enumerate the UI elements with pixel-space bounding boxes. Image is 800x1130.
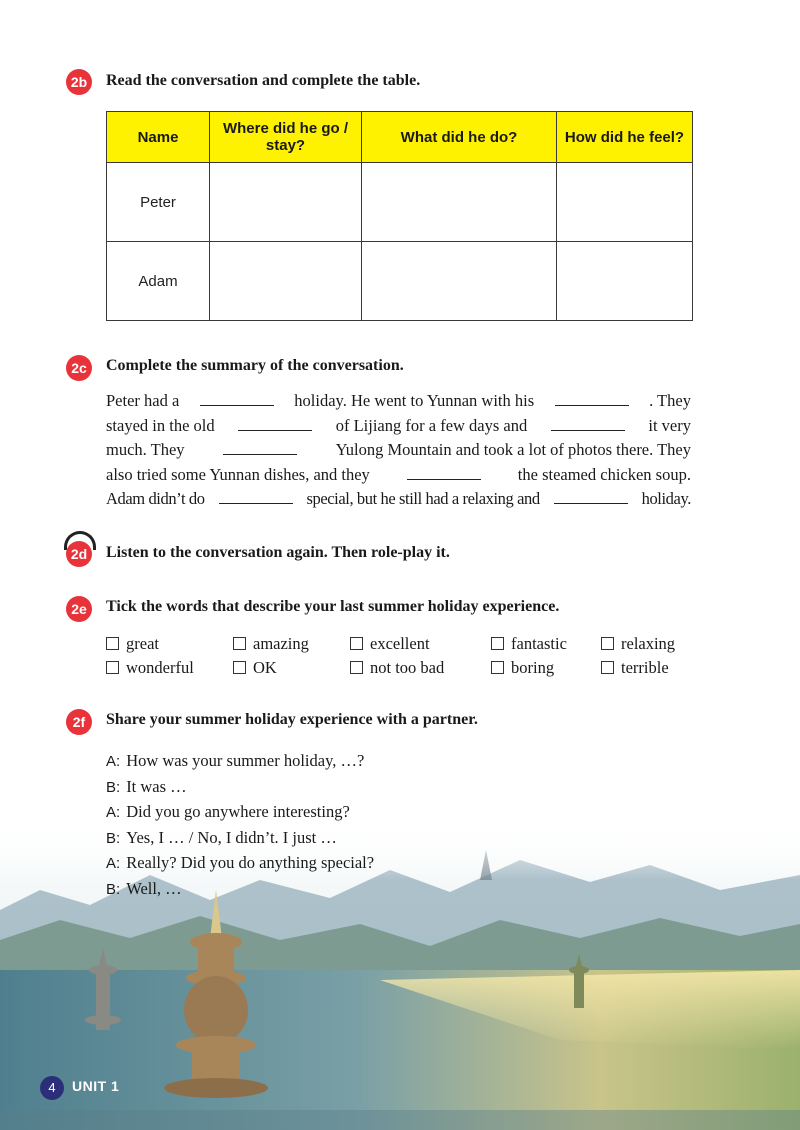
fill-blank[interactable] <box>551 414 625 431</box>
name-cell: Adam <box>107 242 210 321</box>
answer-cell[interactable] <box>362 163 557 242</box>
dialog-text: Really? Did you do anything special? <box>126 853 375 872</box>
checkbox[interactable] <box>106 661 119 674</box>
fill-blank[interactable] <box>555 389 629 406</box>
section-badge-2b: 2b <box>66 69 92 95</box>
unit-label: UNIT 1 <box>72 1078 120 1094</box>
fill-blank[interactable] <box>223 438 297 455</box>
speaker-label: B: <box>106 880 121 898</box>
summary-line <box>106 463 691 488</box>
header-where-text: Where did he go / stay? <box>222 120 348 154</box>
answer-cell[interactable] <box>210 242 362 321</box>
answer-cell[interactable] <box>210 163 362 242</box>
speaker-label: B: <box>106 829 121 847</box>
checkbox[interactable] <box>106 637 119 650</box>
summary-text: of Lijiang for a few days and <box>335 415 528 435</box>
summary-line <box>106 414 691 439</box>
word-label: amazing <box>253 634 309 653</box>
section-badge-2f: 2f <box>66 709 92 735</box>
summary-text: the steamed chicken soup. <box>517 464 691 484</box>
fill-blank[interactable] <box>200 389 274 406</box>
speaker-label: A: <box>106 855 121 872</box>
word-label: fantastic <box>511 634 567 653</box>
section-2c-title: Complete the summary of the conversation. <box>106 357 404 374</box>
summary-text: also tried some Yunnan dishes, and they <box>106 464 370 484</box>
section-2d-title: Listen to the conversation again. Then role-play it. <box>106 544 450 561</box>
word-option[interactable] <box>491 658 554 678</box>
section-2e-title: Tick the words that describe your last summer holiday experience. <box>106 598 560 615</box>
dialog-line <box>106 775 374 801</box>
checkbox[interactable] <box>601 637 614 650</box>
dialog-line <box>106 877 374 903</box>
word-option[interactable] <box>491 634 567 654</box>
word-option[interactable] <box>601 658 669 678</box>
speaker-label: B: <box>106 778 121 796</box>
header-feel: How did he feel? <box>557 112 693 163</box>
header-what: What did he do? <box>362 112 557 163</box>
name-cell: Peter <box>107 163 210 242</box>
summary-text: . They <box>649 391 691 410</box>
dialog-text: It was … <box>126 776 187 796</box>
table-header-row <box>107 112 693 163</box>
word-option[interactable] <box>233 658 277 678</box>
word-option[interactable] <box>106 658 194 678</box>
summary-text: holiday. He went to Yunnan with his <box>294 391 535 410</box>
word-option[interactable] <box>601 634 675 654</box>
dialog-text: Did you go anywhere interesting? <box>126 802 350 821</box>
summary-text: Peter had a <box>106 391 180 410</box>
summary-text: much. They <box>106 440 185 459</box>
fill-blank[interactable] <box>554 487 628 504</box>
section-badge-2e: 2e <box>66 596 92 622</box>
summary-text: Yulong Mountain and took a lot of photos there. They <box>335 440 691 459</box>
word-option[interactable] <box>350 634 430 654</box>
header-name: Name <box>107 112 210 163</box>
dialog-line <box>106 800 374 826</box>
header-where <box>210 112 362 163</box>
summary-text: special, but he still had a relaxing and <box>306 489 540 508</box>
dialog-text: Well, … <box>126 878 182 898</box>
summary-text: it very <box>648 415 691 435</box>
word-label: great <box>126 634 159 653</box>
answer-cell[interactable] <box>362 242 557 321</box>
dialog-line <box>106 749 374 775</box>
page-number: 4 <box>40 1076 64 1100</box>
word-label: boring <box>511 658 555 677</box>
checkbox[interactable] <box>491 661 504 674</box>
checkbox[interactable] <box>601 661 614 674</box>
word-option[interactable] <box>350 658 444 678</box>
summary-line <box>106 438 691 463</box>
dialog-text: How was your summer holiday, …? <box>126 751 365 770</box>
checkbox[interactable] <box>233 661 246 674</box>
fill-blank[interactable] <box>407 463 481 480</box>
word-label: excellent <box>370 634 430 653</box>
word-label: not too bad <box>370 658 445 677</box>
checkbox[interactable] <box>350 637 363 650</box>
fill-blank[interactable] <box>219 487 293 504</box>
word-label: relaxing <box>621 634 676 653</box>
checkbox[interactable] <box>350 661 363 674</box>
section-2f-title: Share your summer holiday experience with a partner. <box>106 711 478 728</box>
completion-table <box>106 111 693 321</box>
summary-text: holiday. <box>641 489 691 508</box>
summary-line <box>106 487 691 512</box>
checkbox[interactable] <box>233 637 246 650</box>
dialog-line <box>106 826 374 852</box>
word-option[interactable] <box>106 634 159 654</box>
section-badge-2d: 2d <box>66 541 92 567</box>
checkbox[interactable] <box>491 637 504 650</box>
summary-paragraph <box>106 389 691 512</box>
word-label: wonderful <box>126 658 194 677</box>
word-label: terrible <box>621 658 669 677</box>
dialog-text: Yes, I … / No, I didn’t. I just … <box>126 827 337 847</box>
section-badge-2c: 2c <box>66 355 92 381</box>
summary-text: stayed in the old <box>106 415 215 435</box>
speaker-label: A: <box>106 804 121 821</box>
table-row <box>107 242 693 321</box>
summary-text: Adam didn’t do <box>106 489 205 508</box>
section-2b-title: Read the conversation and complete the table. <box>106 72 421 89</box>
fill-blank[interactable] <box>238 414 312 431</box>
answer-cell[interactable] <box>557 242 693 321</box>
summary-line <box>106 389 691 414</box>
speaker-label: A: <box>106 753 121 770</box>
word-option[interactable] <box>233 634 309 654</box>
table-row <box>107 163 693 242</box>
word-label: OK <box>253 658 277 677</box>
dialog-prompts <box>106 749 374 902</box>
dialog-line <box>106 851 374 877</box>
answer-cell[interactable] <box>557 163 693 242</box>
